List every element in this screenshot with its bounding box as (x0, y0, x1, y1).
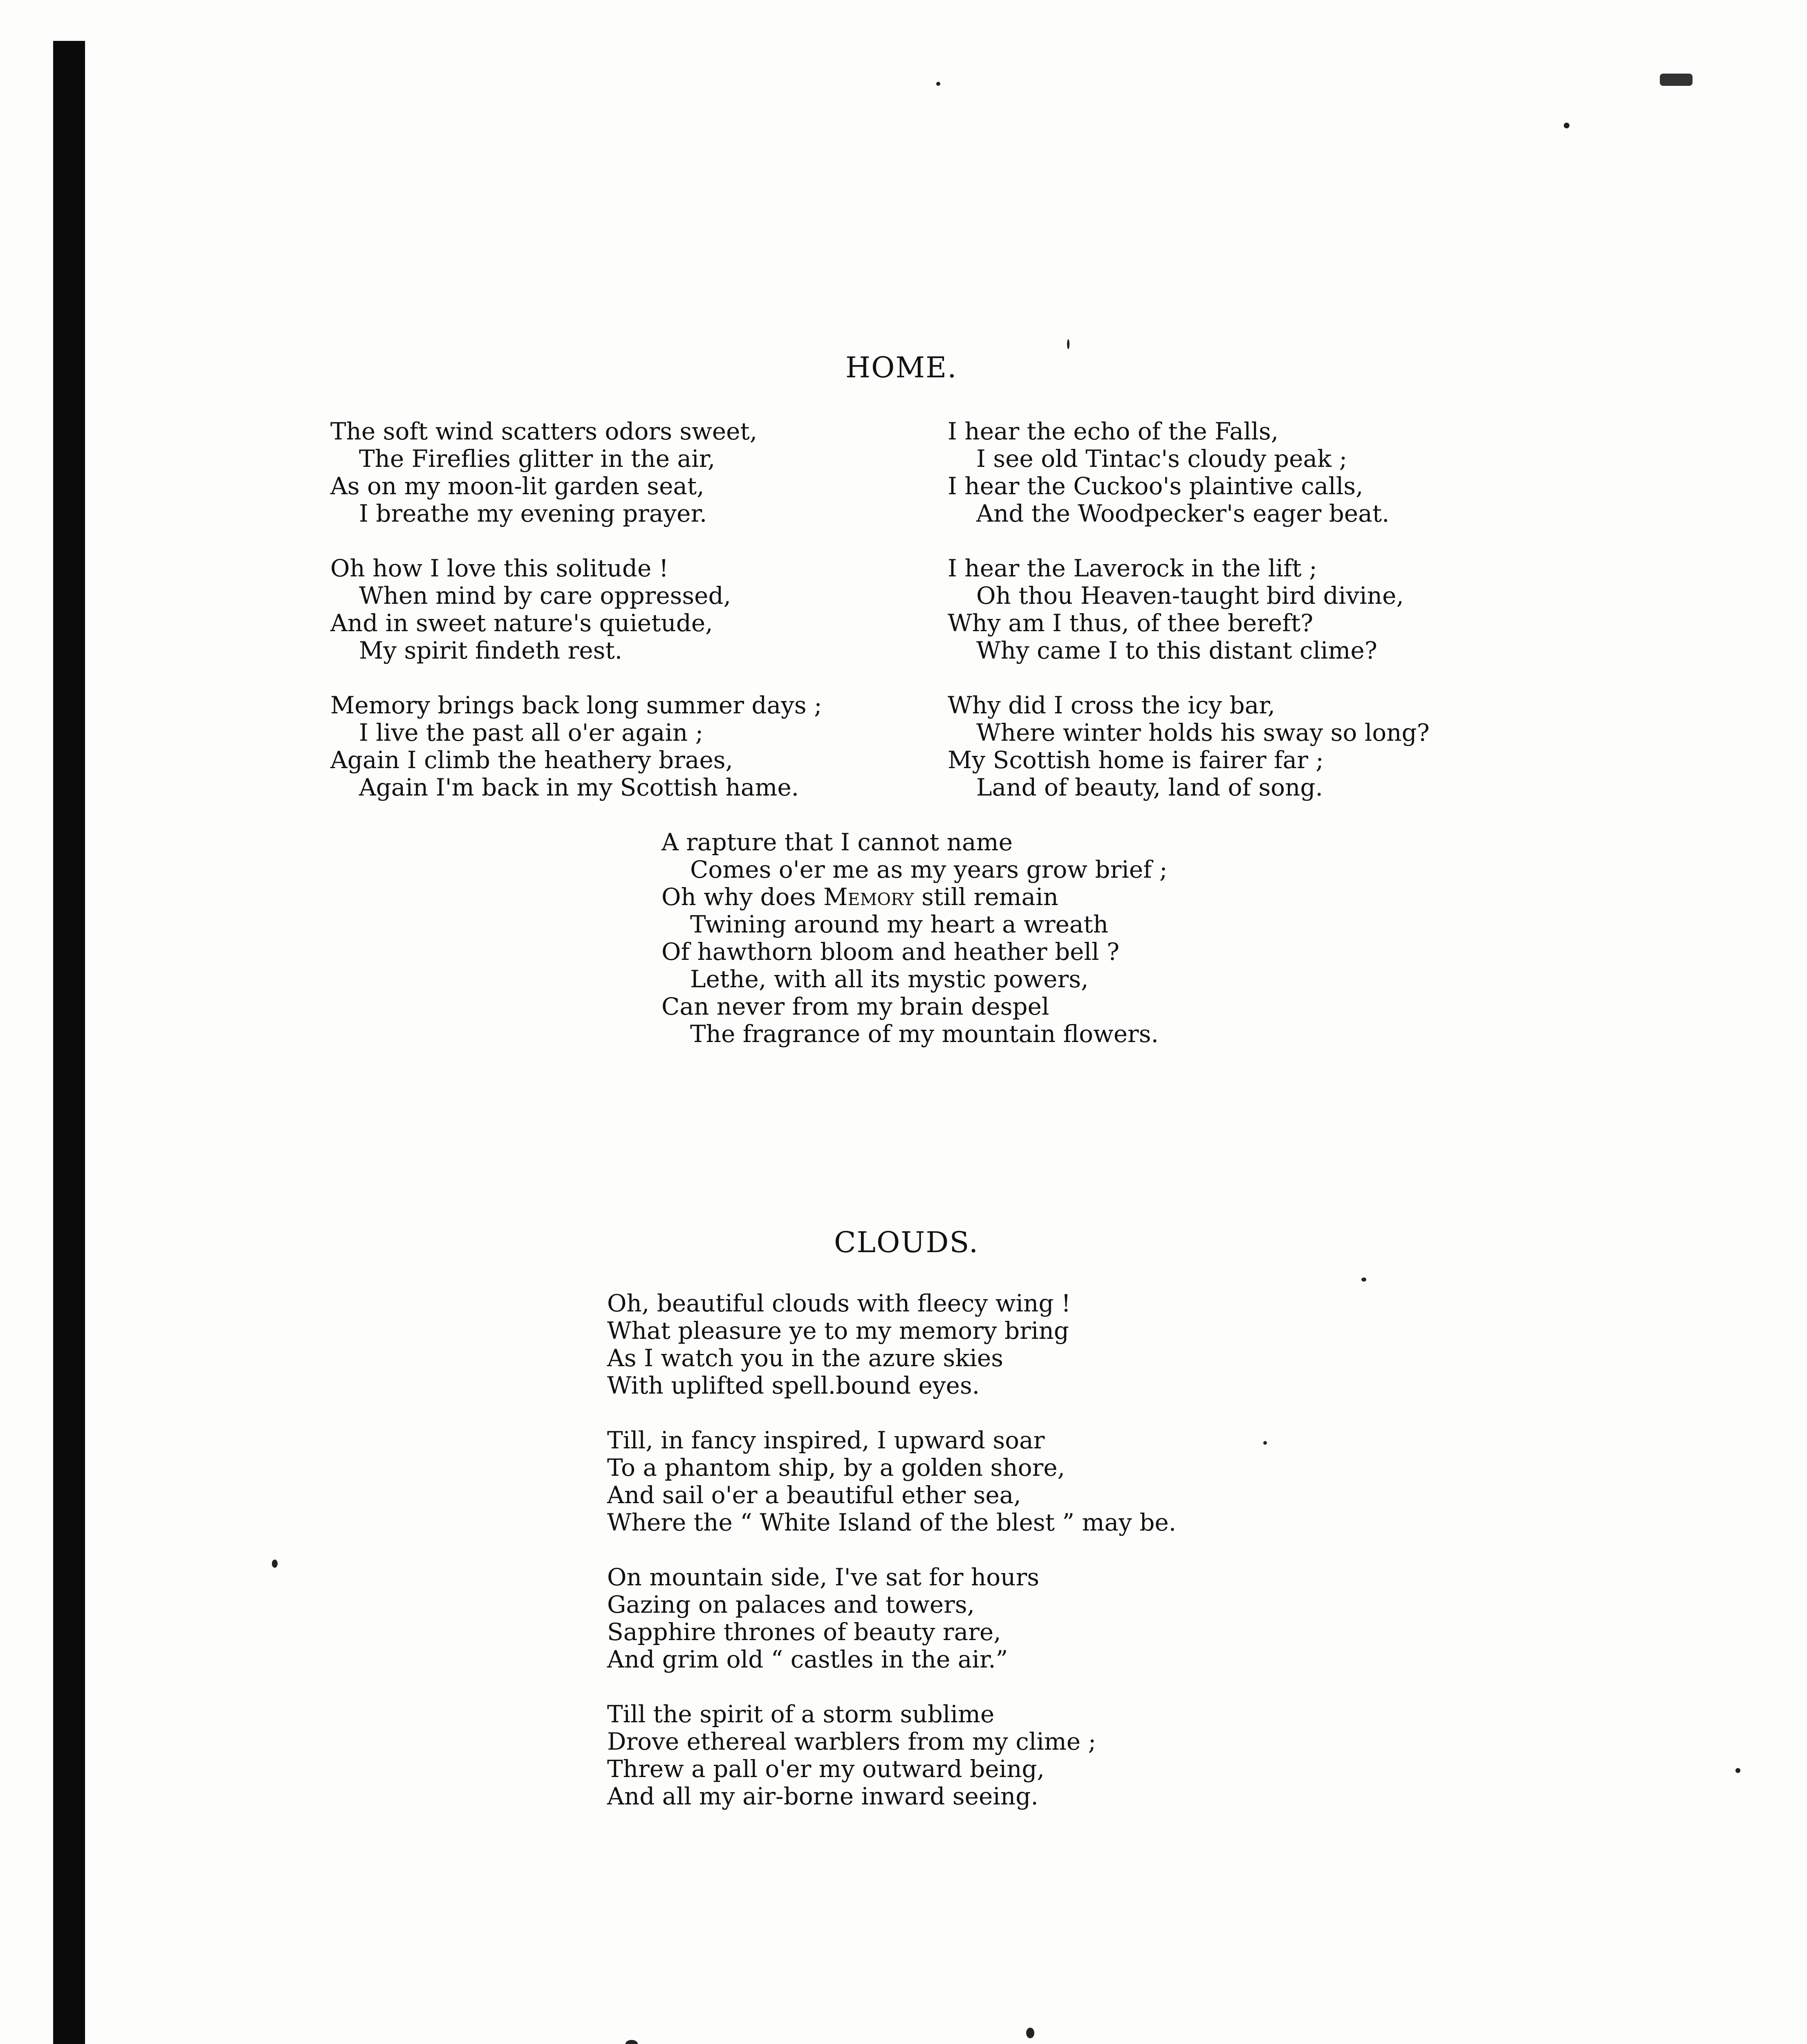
verse-line: Till the spirit of a storm sublime (607, 1700, 995, 1728)
home-right-stanza-2 (948, 555, 1404, 664)
verse-line: On mountain side, I've sat for hours (607, 1563, 1039, 1591)
scan-speck (1361, 1278, 1366, 1282)
verse-line: Sapphire thrones of beauty rare, (607, 1618, 1001, 1646)
verse-line: Gazing on palaces and towers, (607, 1591, 975, 1618)
verse-line: Why am I thus, of thee bereft? (948, 609, 1314, 637)
verse-line: Why came I to this distant clime? (976, 637, 1377, 664)
scan-speck (1067, 339, 1069, 349)
verse-line: Again I'm back in my Scottish hame. (359, 773, 799, 801)
home-closing-stanza (661, 829, 1168, 1048)
clouds-stanza-1 (607, 1290, 1071, 1399)
verse-line: Lethe, with all its mystic powers, (690, 965, 1089, 993)
verse-line: When mind by care oppressed, (359, 582, 731, 610)
verse-line: With uplifted spell.bound eyes. (607, 1372, 980, 1399)
verse-line: To a phantom ship, by a golden shore, (607, 1454, 1065, 1481)
home-title: HOME. (845, 351, 957, 384)
verse-line: Of hawthorn bloom and heather bell ? (661, 938, 1120, 966)
clouds-title: CLOUDS. (834, 1226, 979, 1259)
verse-line: Oh thou Heaven-taught bird divine, (976, 582, 1404, 610)
scan-speck (1564, 123, 1569, 128)
verse-line: Again I climb the heathery braes, (330, 746, 733, 774)
verse-line: Threw a pall o'er my outward being, (607, 1755, 1045, 1783)
verse-line: The Fireflies glitter in the air, (359, 445, 715, 473)
verse-line-part: Oh why does (661, 883, 824, 911)
verse-line: Drove ethereal warblers from my clime ; (607, 1728, 1096, 1755)
scan-speck (1263, 1441, 1267, 1445)
home-right-stanza-3 (948, 692, 1430, 801)
home-left-stanza-1 (330, 418, 757, 527)
clouds-stanza-3 (607, 1564, 1039, 1673)
binding-edge-shadow (53, 41, 85, 2044)
verse-line: Oh, beautiful clouds with fleecy wing ! (607, 1289, 1071, 1317)
scan-speck (272, 1560, 278, 1568)
clouds-stanza-2 (607, 1427, 1176, 1536)
verse-line: And grim old “ castles in the air.” (607, 1645, 1008, 1673)
verse-line: I hear the Cuckoo's plaintive calls, (948, 472, 1363, 500)
verse-line: My spirit findeth rest. (359, 637, 623, 664)
scan-speck (936, 82, 940, 86)
verse-line: What pleasure ye to my memory bring (607, 1317, 1069, 1345)
verse-line: Twining around my heart a wreath (690, 910, 1109, 938)
scan-speck (626, 2040, 638, 2044)
scan-speck (1735, 1768, 1740, 1773)
verse-line-part: still remain (921, 883, 1058, 911)
home-left-stanza-2 (330, 555, 731, 664)
verse-line: Memory brings back long summer days ; (330, 691, 822, 719)
verse-line: And all my air-borne inward seeing. (607, 1782, 1038, 1810)
verse-line: And sail o'er a beautiful ether sea, (607, 1481, 1021, 1509)
verse-line: The soft wind scatters odors sweet, (330, 417, 758, 445)
verse-line: Can never from my brain despel (661, 993, 1049, 1020)
verse-line: And the Woodpecker's eager beat. (976, 500, 1390, 527)
verse-line: The fragrance of my mountain flowers. (690, 1020, 1159, 1048)
memory-word: Memory (823, 883, 914, 911)
verse-line: I breathe my evening prayer. (359, 500, 707, 527)
verse-line-memory (661, 883, 1168, 911)
home-left-stanza-3 (330, 692, 822, 801)
verse-line: Land of beauty, land of song. (976, 773, 1323, 801)
home-right-stanza-1 (948, 418, 1389, 527)
verse-line: Why did I cross the icy bar, (948, 691, 1276, 719)
verse-line: And in sweet nature's quietude, (330, 609, 713, 637)
verse-line: I see old Tintac's cloudy peak ; (976, 445, 1347, 473)
verse-line: As on my moon-lit garden seat, (330, 472, 704, 500)
verse-line: I hear the echo of the Falls, (948, 417, 1279, 445)
verse-line: Where the “ White Island of the blest ” may be. (607, 1508, 1177, 1536)
verse-line: Comes o'er me as my years grow brief ; (690, 856, 1168, 883)
clouds-stanza-4 (607, 1701, 1096, 1810)
verse-line: My Scottish home is fairer far ; (948, 746, 1324, 774)
verse-line: Till, in fancy inspired, I upward soar (607, 1426, 1045, 1454)
verse-line: Where winter holds his sway so long? (976, 719, 1430, 746)
verse-line: I hear the Laverock in the lift ; (948, 554, 1317, 582)
verse-line: Oh how I love this solitude ! (330, 554, 669, 582)
verse-line: A rapture that I cannot name (661, 828, 1013, 856)
scan-speck (1660, 74, 1693, 86)
verse-line: I live the past all o'er again ; (359, 719, 704, 746)
scan-speck (1026, 2028, 1034, 2038)
verse-line: As I watch you in the azure skies (607, 1344, 1004, 1372)
